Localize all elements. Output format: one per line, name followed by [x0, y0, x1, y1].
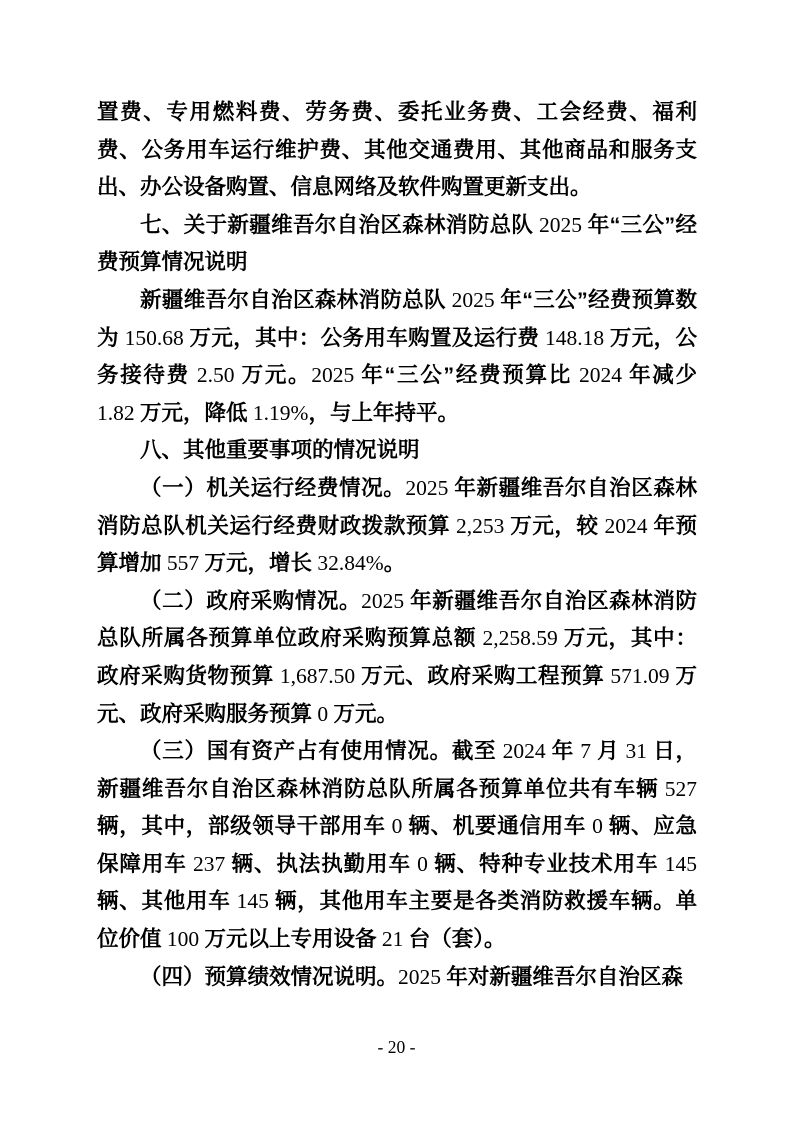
- paragraph-1-operating-expenses: （一）机关运行经费情况。2025 年新疆维吾尔自治区森林消防总队机关运行经费财政拨款预算 2,253 万元，较 2024 年预算增加 557 万元，增长 32.84%。: [97, 475, 698, 576]
- section-heading-8-other-matters: 八、其他重要事项的情况说明: [140, 438, 420, 463]
- paragraph-2-government-procurement: （二）政府采购情况。2025 年新疆维吾尔自治区森林消防总队所属各预算单位政府采购预算总额 2,258.59 万元，其中：政府采购货物预算 1,687.50 万元、政府采购工程预算 571.09 万元、政府采购服务预算 0 万元。: [97, 588, 697, 726]
- paragraph-3-state-assets: （三）国有资产占有使用情况。截至 2024 年 7 月 31 日，新疆维吾尔自治区森林消防总队所属各预算单位共有车辆 527 辆，其中，部级领导干部用车 0 辆、机要通信用车 0 辆、应急保障用车 237 辆、执法执勤用车 0 辆、特种专业技术用车 145 辆、其他用车 145 辆，其他用车主要是各类消防救援车辆。单位价值 100 万元以上专用设备 21 台（套）。: [97, 739, 697, 952]
- paragraph-sangong-budget-detail: 新疆维吾尔自治区森林消防总队 2025 年“三公”经费预算数为 150.68 万元，其中：公务用车购置及运行费 148.18 万元，公务接待费 2.50 万元。2025 年“三公”经费预算比 2024 年减少 1.82 万元，降低 1.19%，与上年持平。: [97, 287, 697, 425]
- paragraph-4-budget-performance: （四）预算绩效情况说明。2025 年对新疆维吾尔自治区森: [140, 964, 683, 989]
- page-number: - 20 -: [377, 1037, 416, 1057]
- paragraph-expense-items-continued: 置费、专用燃料费、劳务费、委托业务费、工会经费、福利费、公务用车运行维护费、其他交通费用、其他商品和服务支出、办公设备购置、信息网络及软件购置更新支出。: [97, 100, 697, 200]
- page-body: [97, 94, 697, 996]
- section-heading-7-sangong-budget: 七、关于新疆维吾尔自治区森林消防总队 2025 年“三公”经费预算情况说明: [97, 212, 697, 275]
